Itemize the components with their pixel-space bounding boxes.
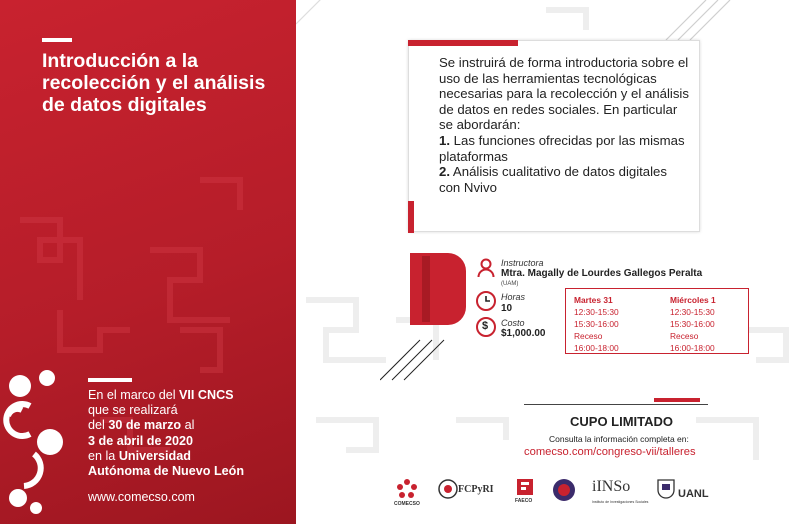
workshop-title: Introducción a la recolección y el análisis de datos digitales xyxy=(42,50,266,116)
schedule-day-1: Martes 31 12:30-15:30 15:30-16:00 Receso 16:00-18:00 xyxy=(574,295,619,353)
instructora-affiliation: (UAM) xyxy=(501,281,519,287)
title-accent-bar xyxy=(42,38,72,42)
red-tab-decoration xyxy=(410,253,466,325)
clock-icon xyxy=(476,291,496,311)
decorative-lines-lower xyxy=(380,330,460,390)
description-card xyxy=(408,40,700,232)
event-info: En el marco del VII CNCS que se realizará del 30 de marzo al 3 de abril de 2020 en la Universidad Autónoma de Nuevo León xyxy=(88,388,245,479)
comecso-swirl-logo xyxy=(0,368,80,518)
consulta-text: Consulta la información completa en: xyxy=(549,434,689,444)
schedule-day-2: Miércoles 1 12:30-15:30 15:30-16:00 Receso 16:00-18:00 xyxy=(670,295,716,353)
card-accent-left xyxy=(408,201,414,233)
instructora-name: Mtra. Magally de Lourdes Gallegos Peralta xyxy=(501,268,703,279)
talleres-link[interactable]: comecso.com/congreso-vii/talleres xyxy=(524,446,696,458)
dollar-icon: $ xyxy=(476,317,496,337)
person-icon xyxy=(477,258,495,278)
horas-value: 10 xyxy=(501,303,513,314)
costo-value: $1,000.00 xyxy=(501,328,546,339)
cupo-limitado: CUPO LIMITADO xyxy=(570,414,674,429)
costo-label: Costo xyxy=(501,318,525,328)
cupo-accent-bar xyxy=(654,398,700,402)
event-accent-bar xyxy=(88,378,132,382)
faeco-logo: FAECO xyxy=(516,478,534,501)
sponsor-logos: COMECSO FCPyRI FAECO iINSo Instituto de Investigaciones Sociales UANL xyxy=(394,478,709,507)
horas-label: Horas xyxy=(501,292,526,302)
university-seal-logo xyxy=(552,478,576,507)
instructora-label: Instructora xyxy=(501,258,544,268)
card-accent-top xyxy=(408,40,518,46)
schedule-box xyxy=(565,288,749,354)
fcpyri-logo: FCPyRI xyxy=(438,478,458,505)
left-panel xyxy=(0,0,296,524)
cupo-divider xyxy=(524,404,708,405)
website-link[interactable]: www.comecso.com xyxy=(88,490,195,504)
comecso-logo: COMECSO xyxy=(396,478,418,505)
description-text: Se instruirá de forma introductoria sobre el uso de las herramientas tecnológicas necesarias para la recolección y el análisis de datos en redes sociales. En particular se abordarán: 1. Las funciones ofrecidas por las mismas plataformas 2. Análisis cualitativo de datos digitales con Nvivo xyxy=(439,55,689,195)
uanl-logo: UANL xyxy=(656,478,676,505)
red-tab-shadow xyxy=(422,256,430,322)
